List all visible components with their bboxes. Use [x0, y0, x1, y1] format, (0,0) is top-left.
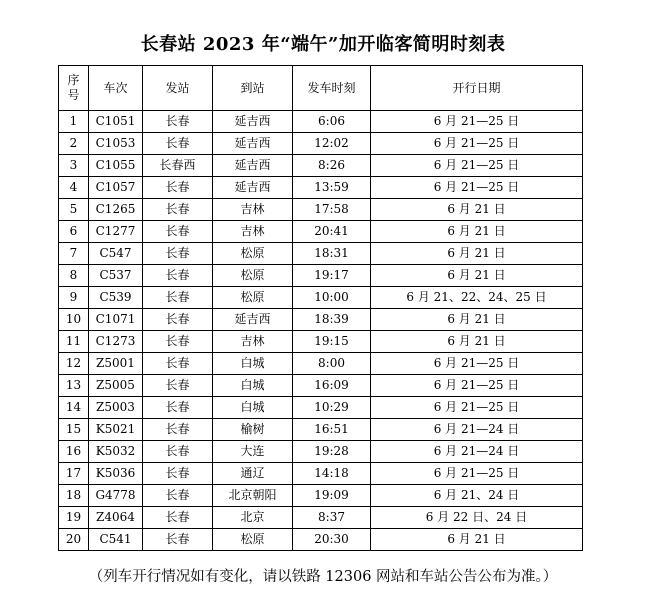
- header-index: 序 号: [59, 66, 89, 111]
- cell-from: 长春: [143, 243, 213, 265]
- timetable: [58, 65, 583, 551]
- cell-dates: 6 月 21、22、24、25 日: [371, 287, 583, 309]
- cell-from: 长春: [143, 507, 213, 529]
- cell-from: 长春: [143, 221, 213, 243]
- cell-dates: 6 月 21 日: [371, 331, 583, 353]
- cell-index: 9: [59, 287, 89, 309]
- cell-index: 18: [59, 485, 89, 507]
- cell-time: 10:29: [293, 397, 371, 419]
- cell-index: 4: [59, 177, 89, 199]
- cell-from: 长春: [143, 199, 213, 221]
- cell-dates: 6 月 21、24 日: [371, 485, 583, 507]
- cell-index: 20: [59, 529, 89, 551]
- table-row: [59, 221, 583, 243]
- cell-train: C1273: [89, 331, 143, 353]
- cell-to: 白城: [213, 397, 293, 419]
- cell-to: 吉林: [213, 199, 293, 221]
- table-row: [59, 397, 583, 419]
- cell-from: 长春: [143, 353, 213, 375]
- cell-to: 北京: [213, 507, 293, 529]
- cell-to: 松原: [213, 287, 293, 309]
- cell-index: 2: [59, 133, 89, 155]
- cell-index: 17: [59, 463, 89, 485]
- table-row: [59, 133, 583, 155]
- cell-index: 19: [59, 507, 89, 529]
- cell-dates: 6 月 21—25 日: [371, 177, 583, 199]
- cell-train: K5021: [89, 419, 143, 441]
- cell-train: K5036: [89, 463, 143, 485]
- cell-time: 8:00: [293, 353, 371, 375]
- table-header-row: [59, 66, 583, 111]
- cell-to: 延吉西: [213, 309, 293, 331]
- cell-dates: 6 月 21 日: [371, 309, 583, 331]
- cell-from: 长春: [143, 133, 213, 155]
- header-from: 发站: [143, 66, 213, 111]
- cell-train: C547: [89, 243, 143, 265]
- cell-time: 20:41: [293, 221, 371, 243]
- cell-dates: 6 月 21 日: [371, 243, 583, 265]
- table-row: [59, 331, 583, 353]
- cell-train: Z5005: [89, 375, 143, 397]
- cell-to: 吉林: [213, 221, 293, 243]
- cell-from: 长春: [143, 397, 213, 419]
- table-row: [59, 111, 583, 133]
- page-title: 长春站 2023 年“端午”加开临客简明时刻表: [140, 34, 506, 55]
- cell-index: 15: [59, 419, 89, 441]
- cell-dates: 6 月 21—25 日: [371, 111, 583, 133]
- cell-index: 10: [59, 309, 89, 331]
- cell-to: 大连: [213, 441, 293, 463]
- cell-time: 18:31: [293, 243, 371, 265]
- cell-dates: 6 月 21 日: [371, 221, 583, 243]
- cell-index: 16: [59, 441, 89, 463]
- cell-from: 长春西: [143, 155, 213, 177]
- table-row: [59, 309, 583, 331]
- cell-train: C537: [89, 265, 143, 287]
- cell-to: 松原: [213, 529, 293, 551]
- cell-index: 1: [59, 111, 89, 133]
- cell-train: C1277: [89, 221, 143, 243]
- cell-time: 6:06: [293, 111, 371, 133]
- cell-dates: 6 月 21—25 日: [371, 397, 583, 419]
- table-row: [59, 243, 583, 265]
- cell-from: 长春: [143, 265, 213, 287]
- cell-index: 8: [59, 265, 89, 287]
- cell-index: 11: [59, 331, 89, 353]
- cell-train: G4778: [89, 485, 143, 507]
- header-to: 到站: [213, 66, 293, 111]
- cell-time: 19:28: [293, 441, 371, 463]
- cell-to: 延吉西: [213, 177, 293, 199]
- cell-to: 吉林: [213, 331, 293, 353]
- cell-to: 白城: [213, 375, 293, 397]
- cell-from: 长春: [143, 309, 213, 331]
- cell-train: K5032: [89, 441, 143, 463]
- cell-time: 10:00: [293, 287, 371, 309]
- cell-to: 松原: [213, 265, 293, 287]
- cell-to: 延吉西: [213, 155, 293, 177]
- cell-train: Z4064: [89, 507, 143, 529]
- cell-index: 13: [59, 375, 89, 397]
- cell-time: 19:17: [293, 265, 371, 287]
- cell-to: 延吉西: [213, 133, 293, 155]
- cell-train: C1055: [89, 155, 143, 177]
- cell-dates: 6 月 21 日: [371, 529, 583, 551]
- cell-from: 长春: [143, 111, 213, 133]
- footnote: （列车开行情况如有变化，请以铁路 12306 网站和车站公告公布为准。）: [88, 569, 558, 585]
- cell-train: C1071: [89, 309, 143, 331]
- cell-index: 12: [59, 353, 89, 375]
- table-row: [59, 155, 583, 177]
- cell-dates: 6 月 21—25 日: [371, 133, 583, 155]
- cell-index: 6: [59, 221, 89, 243]
- cell-from: 长春: [143, 331, 213, 353]
- cell-train: C1057: [89, 177, 143, 199]
- header-time: 发车时刻: [293, 66, 371, 111]
- cell-dates: 6 月 21—25 日: [371, 463, 583, 485]
- cell-time: 18:39: [293, 309, 371, 331]
- table-row: [59, 419, 583, 441]
- cell-index: 14: [59, 397, 89, 419]
- cell-from: 长春: [143, 177, 213, 199]
- cell-from: 长春: [143, 463, 213, 485]
- cell-to: 白城: [213, 353, 293, 375]
- table-row: [59, 265, 583, 287]
- cell-dates: 6 月 21—25 日: [371, 353, 583, 375]
- cell-dates: 6 月 21—25 日: [371, 155, 583, 177]
- cell-time: 12:02: [293, 133, 371, 155]
- table-row: [59, 441, 583, 463]
- cell-dates: 6 月 21 日: [371, 265, 583, 287]
- cell-time: 8:37: [293, 507, 371, 529]
- cell-train: C1265: [89, 199, 143, 221]
- cell-to: 通辽: [213, 463, 293, 485]
- table-row: [59, 485, 583, 507]
- cell-time: 14:18: [293, 463, 371, 485]
- table-row: [59, 199, 583, 221]
- cell-train: C1051: [89, 111, 143, 133]
- cell-time: 17:58: [293, 199, 371, 221]
- cell-time: 20:30: [293, 529, 371, 551]
- cell-from: 长春: [143, 419, 213, 441]
- header-train: 车次: [89, 66, 143, 111]
- cell-to: 延吉西: [213, 111, 293, 133]
- cell-time: 19:09: [293, 485, 371, 507]
- cell-train: C1053: [89, 133, 143, 155]
- cell-train: Z5003: [89, 397, 143, 419]
- cell-index: 5: [59, 199, 89, 221]
- cell-to: 榆树: [213, 419, 293, 441]
- header-dates: 开行日期: [371, 66, 583, 111]
- table-row: [59, 375, 583, 397]
- table-row: [59, 463, 583, 485]
- cell-from: 长春: [143, 529, 213, 551]
- cell-from: 长春: [143, 287, 213, 309]
- cell-dates: 6 月 21—25 日: [371, 375, 583, 397]
- cell-from: 长春: [143, 441, 213, 463]
- cell-dates: 6 月 21—24 日: [371, 441, 583, 463]
- table-row: [59, 507, 583, 529]
- table-row: [59, 287, 583, 309]
- cell-time: 16:51: [293, 419, 371, 441]
- cell-to: 北京朝阳: [213, 485, 293, 507]
- cell-dates: 6 月 21 日: [371, 199, 583, 221]
- cell-dates: 6 月 22 日、24 日: [371, 507, 583, 529]
- cell-time: 16:09: [293, 375, 371, 397]
- cell-time: 8:26: [293, 155, 371, 177]
- cell-train: C539: [89, 287, 143, 309]
- cell-train: C541: [89, 529, 143, 551]
- cell-from: 长春: [143, 485, 213, 507]
- cell-index: 7: [59, 243, 89, 265]
- cell-dates: 6 月 21—24 日: [371, 419, 583, 441]
- table-row: [59, 177, 583, 199]
- cell-to: 松原: [213, 243, 293, 265]
- cell-from: 长春: [143, 375, 213, 397]
- table-row: [59, 353, 583, 375]
- cell-index: 3: [59, 155, 89, 177]
- table-row: [59, 529, 583, 551]
- cell-train: Z5001: [89, 353, 143, 375]
- cell-time: 19:15: [293, 331, 371, 353]
- cell-time: 13:59: [293, 177, 371, 199]
